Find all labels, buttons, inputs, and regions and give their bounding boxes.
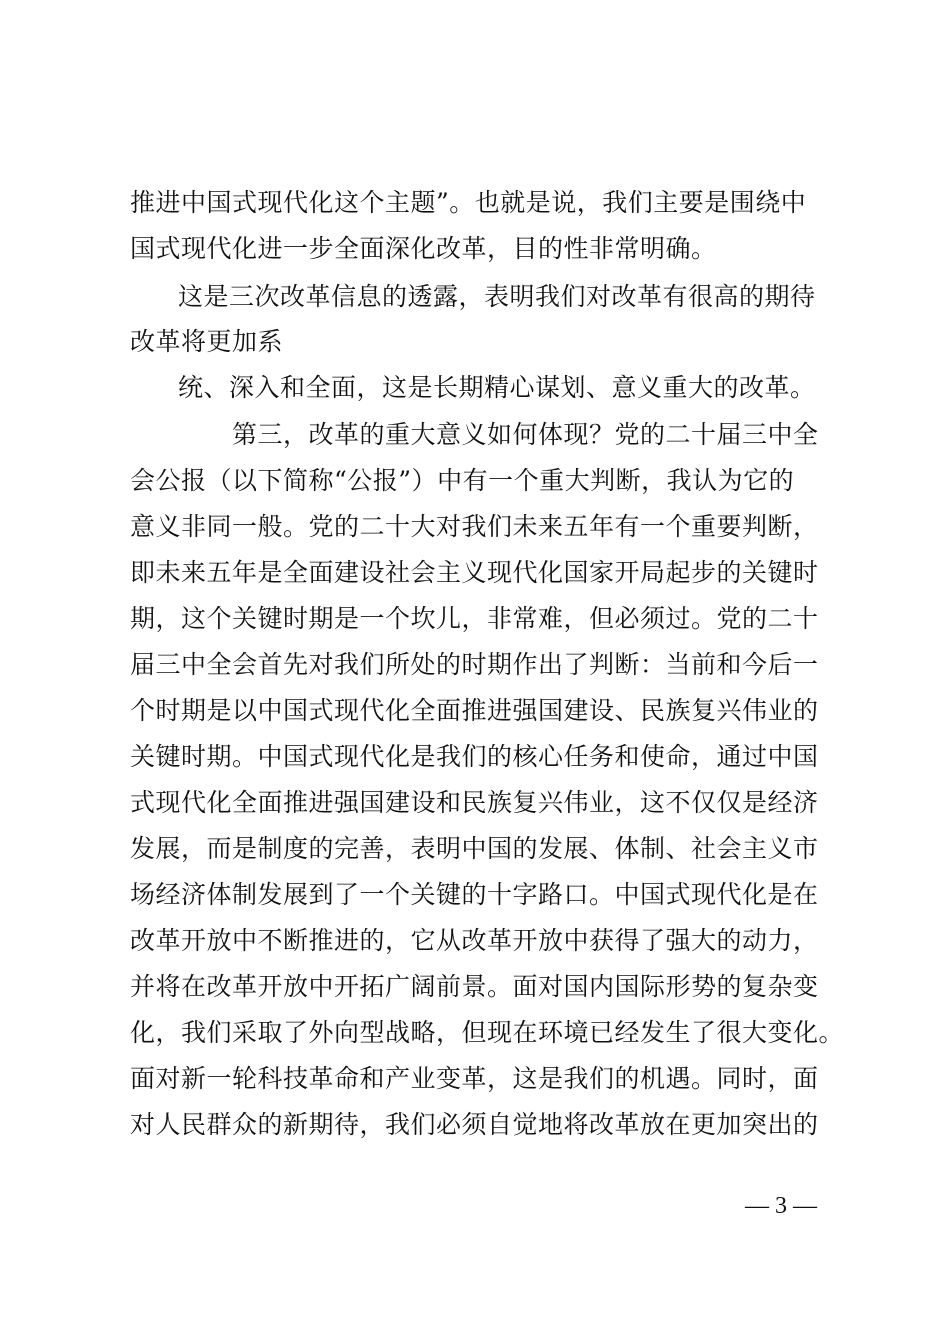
text-line: 面对新一轮科技革命和产业变革，这是我们的机遇。同时，面 (130, 1064, 819, 1093)
page-number: — 3 — (745, 1193, 817, 1219)
text-line: 即未来五年是全面建设社会主义现代化国家开局起步的关键时 (130, 558, 819, 587)
text-line: 并将在改革开放中开拓广阔前景。面对国内国际形势的复杂变 (130, 972, 819, 1001)
text-line: 个时期是以中国式现代化全面推进强国建设、民族复兴伟业的 (130, 696, 819, 725)
text-line: 推进中国式现代化这个主题”。也就是说，我们主要是围绕中 (130, 188, 807, 217)
text-line: 改革将更加系 (130, 327, 284, 356)
text-line: 第三，改革的重大意义如何体现？党的二十届三中全 (232, 420, 819, 449)
text-line: 式现代化全面推进强国建设和民族复兴伟业，这不仅仅是经济 (130, 788, 819, 817)
text-line: 届三中全会首先对我们所处的时期作出了判断：当前和今后一 (130, 650, 819, 679)
text-line: 场经济体制发展到了一个关键的十字路口。中国式现代化是在 (130, 880, 819, 909)
text-line: 发展，而是制度的完善，表明中国的发展、体制、社会主义市 (130, 834, 819, 863)
text-line: 对人民群众的新期待，我们必须自觉地将改革放在更加突出的 (130, 1110, 819, 1139)
text-line: 会公报（以下简称“公报”）中有一个重大判断，我认为它的 (130, 466, 795, 495)
text-line: 国式现代化进一步全面深化改革，目的性非常明确。 (130, 234, 717, 263)
text-line: 关键时期。中国式现代化是我们的核心任务和使命，通过中国 (130, 742, 819, 771)
text-line: 统、深入和全面，这是长期精心谋划、意义重大的改革。 (178, 373, 816, 402)
text-line: 这是三次改革信息的透露，表明我们对改革有很高的期待 (178, 282, 816, 311)
text-line: 化，我们采取了外向型战略，但现在环境已经发生了很大变化。 (130, 1018, 845, 1047)
text-line: 改革开放中不断推进的，它从改革开放中获得了强大的动力， (130, 926, 819, 955)
text-line: 意义非同一般。党的二十大对我们未来五年有一个重要判断， (130, 512, 819, 541)
text-line: 期，这个关键时期是一个坎儿，非常难，但必须过。党的二十 (130, 604, 819, 633)
